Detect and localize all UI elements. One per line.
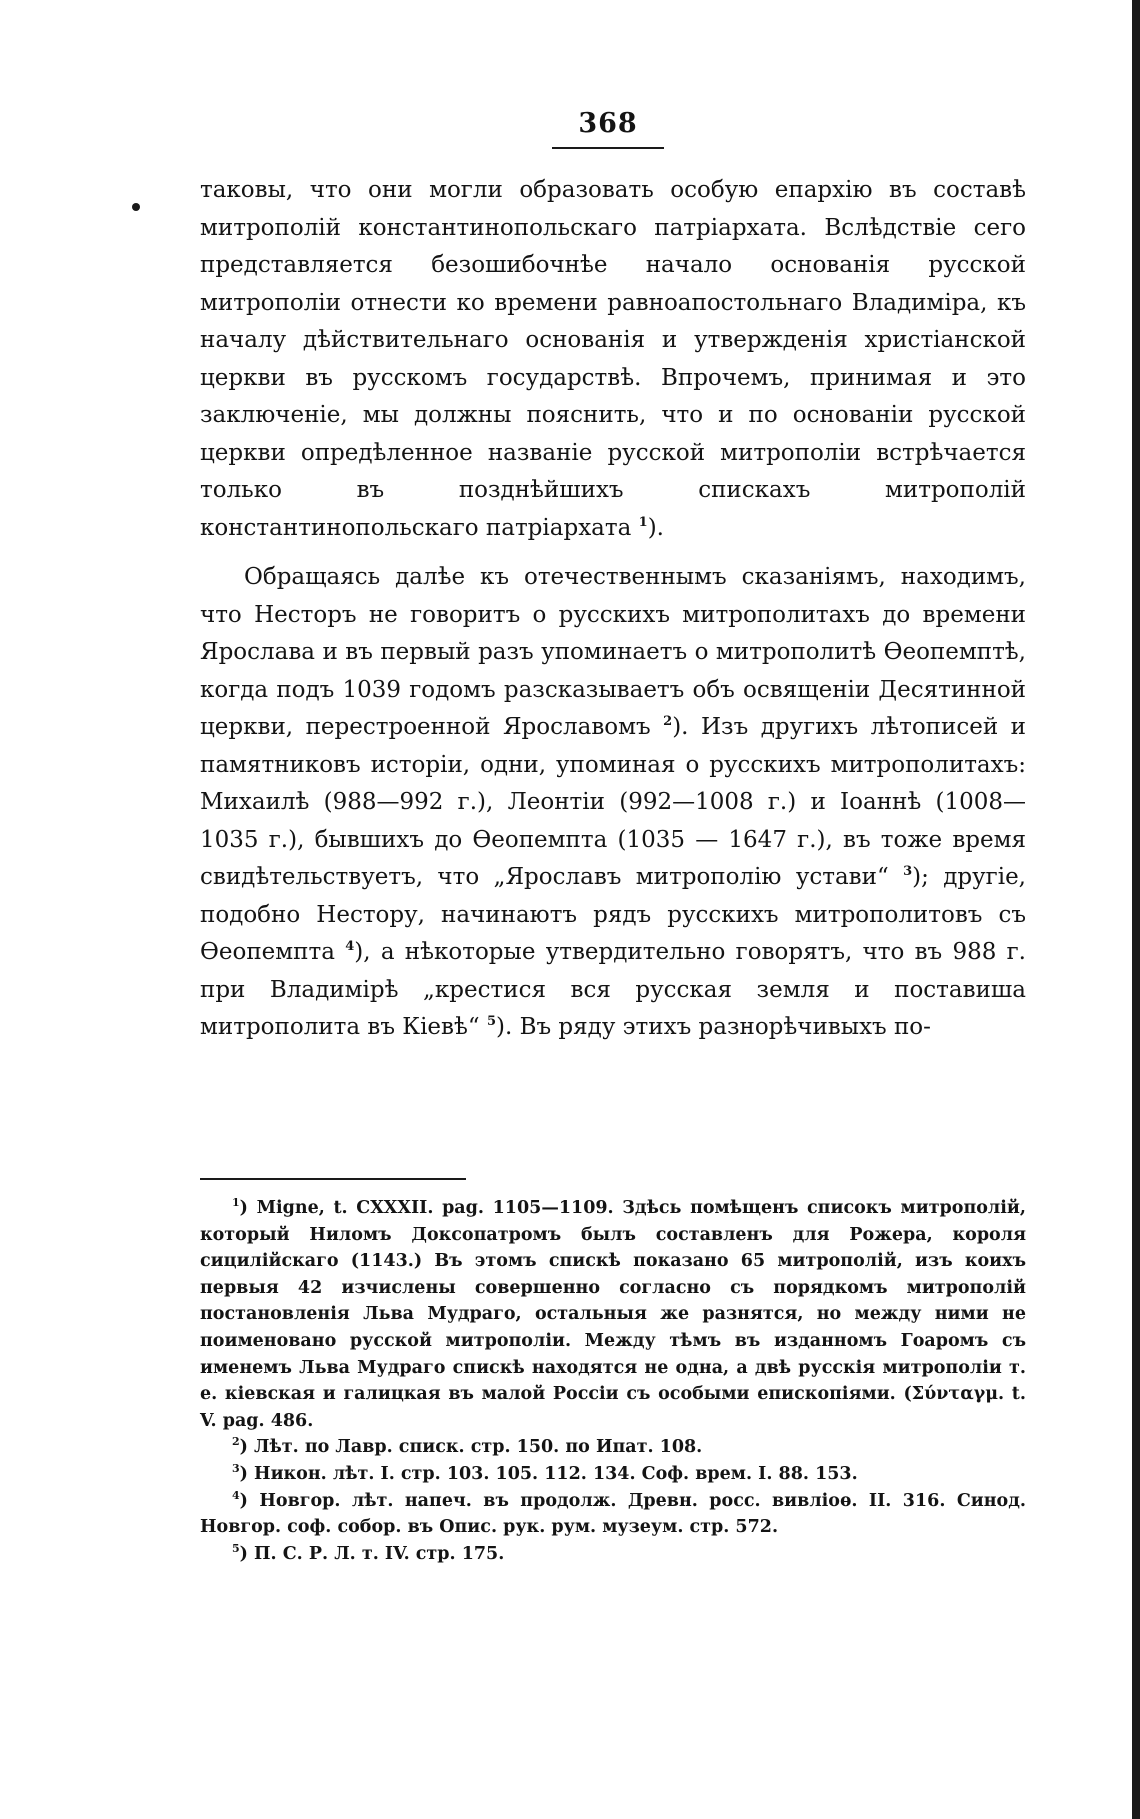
page-number-rule [552, 147, 664, 149]
scan-edge [1132, 0, 1140, 1819]
paragraph-2-part-3: ; другіе, подобно Нестору, начинаютъ рядъ русскихъ митрополитовъ съ Өеопемпта [200, 864, 1026, 965]
paragraph-2-part-2: Изъ другихъ лѣтописей и памятниковъ исторіи, одни, упоминая о русскихъ митрополитахъ: Михаилѣ (988—992 г.), Леонтіи (992—1008 г.) и Іоаннѣ (1008—1035 г.), бывшихъ до Өеопемпта (1035 — 1647 г.), въ тоже время свидѣтельствуетъ, что „Ярославъ митрополію устави“ [200, 714, 1026, 890]
paragraph-1-text: таковы, что они могли образовать особую епархію въ составѣ митрополій константинопольскаго патріархата. Вслѣдствіе сего представляется безошибочнѣе начало основанія русской митрополіи отнести ко времени равноапостольнаго Владиміра, къ началу дѣйствительнаго основанія и утвержденія христіанской церкви въ русскомъ государствѣ. Впрочемъ, принимая и это заключеніе, мы должны пояснить, что и по основаніи русской церкви опредѣленное названіе русской митрополіи встрѣчается только въ позднѣйшихъ спискахъ митрополій константинопольскаго патріархата [200, 177, 1026, 541]
footnote-2-marker: 2 [232, 1435, 240, 1449]
paragraph-1 [200, 172, 1026, 547]
footnote-5: $^5$) П. С. Р. Л. т. IV. стр. 175. [232, 1541, 505, 1564]
paragraph-1-end: ). [647, 514, 664, 541]
footnote-1: $^1$) Migne, t. CXXXII. pag. 1105—1109. Здѣсь помѣщенъ списокъ митрополій, который Ниломъ Доксопатромъ былъ составленъ для Рожера, короля сицилійскаго (1143.) Въ этомъ спискѣ показано 65 митрополій, изъ коихъ первыя 42 изчислены совершенно согласно съ порядкомъ митрополій постановленія Льва Мудраго, остальныя же разнятся, но между ними не поименовано русской митрополіи. Между тѣмъ въ изданномъ Гоаромъ съ именемъ Льва Мудраго спискѣ находятся не одна, а двѣ русскія митрополіи т. е. кіевская и галицкая въ малой Россіи съ особыми епископіями. (Σύνταγμ. t. V. pag. 486. [200, 1196, 1026, 1431]
footnote-4: $^4$) Новгор. лѣт. напеч. въ продолж. Древн. росс. вивліоѳ. II. 316. Синод. Новгор. соф. собор. въ Опис. рук. рум. музеум. стр. 572. [200, 1488, 1026, 1538]
footnote-4-marker: 4 [232, 1488, 240, 1502]
footnote-rule [200, 1178, 466, 1180]
note-ref-1: 1 [638, 514, 648, 530]
footnote-1-marker: 1 [232, 1196, 240, 1209]
footnote-1-text: Migne, t. CXXXII. pag. 1105—1109. Здѣсь помѣщенъ списокъ митрополій, который Ниломъ Доксопатромъ былъ составленъ для Рожера, короля сицилійскаго (1143.) Въ этомъ спискѣ показано 65 митрополій, изъ коихъ первыя 42 изчислены совершенно согласно съ порядкомъ митрополій постановленія Льва Мудраго, остальныя же разнятся, но между ними не поименовано русской митрополіи. Между тѣмъ въ изданномъ Гоаромъ съ именемъ Льва Мудраго спискѣ находятся не одна, а двѣ русскія митрополіи т. е. кіевская и галицкая въ малой Россіи съ особыми епископіями. (Σύνταγμ. t. V. pag. 486. [200, 1198, 1026, 1431]
footnote-2: $^2$) Лѣт. по Лавр. списк. стр. 150. по Ипат. 108. [232, 1435, 703, 1458]
footnote-3: $^3$) Никон. лѣт. I. стр. 103. 105. 112. 134. Соф. врем. I. 88. 153. [232, 1461, 858, 1484]
margin-mark [132, 203, 140, 211]
footnote-2-text: Лѣт. по Лавр. списк. стр. 150. по Ипат. 108. [254, 1437, 703, 1458]
footnote-5-marker: 5 [232, 1541, 240, 1555]
note-ref-2: 2 [663, 714, 673, 729]
page-number: 368 [578, 108, 638, 139]
footnote-3-text: Никон. лѣт. I. стр. 103. 105. 112. 134. Соф. врем. I. 88. 153. [254, 1463, 858, 1484]
paragraph-2-part-4: , а нѣкоторые утвердительно говорятъ, что въ 988 г. при Владимірѣ „крестися вся русская земля и поставиша митрополита въ Кіевѣ“ [200, 939, 1026, 1040]
paragraph-2-close-1: ). [672, 714, 689, 740]
footnote-5-text: П. С. Р. Л. т. IV. стр. 175. [254, 1543, 505, 1564]
footnote-3-marker: 3 [232, 1461, 240, 1475]
note-ref-3: 3 [903, 864, 913, 879]
footnote-4-text: Новгор. лѣт. напеч. въ продолж. Древн. росс. вивліоѳ. II. 316. Синод. Новгор. соф. собор. въ Опис. рук. рум. музеум. стр. 572. [200, 1490, 1026, 1538]
paragraph-2: Обращаясь далѣе къ отечественнымъ сказаніямъ, находимъ, что Несторъ не говоритъ о русскихъ митрополитахъ до времени Ярослава и въ первый разъ упоминаетъ о митрополитѣ Өеопемптѣ, когда подъ 1039 годомъ разсказываетъ объ освященіи Десятинной церкви, перестроенной Ярославомъ $^2$). Изъ другихъ лѣтописей и памятниковъ исторіи, одни, упоминая о русскихъ митрополитахъ: Михаилѣ (988—992 г.), Леонтіи (992—1008 г.) и Іоаннѣ (1008—1035 г.), бывшихъ до Өеопемпта (1035 — 1647 г.), въ тоже время свидѣтельствуетъ, что „Ярославъ митрополію устави“ $^3$); другіе, подобно Нестору, начинаютъ рядъ русскихъ митрополитовъ съ Өеопемпта $^4$), а нѣкоторые утвердительно говорятъ, что въ 988 г. при Владимірѣ „крестися вся русская земля и поставиша митрополита въ Кіевѣ“ $^5$). Въ ряду этихъ разнорѣчивыхъ по- [200, 564, 1026, 1040]
footnotes [200, 1195, 1026, 1567]
main-text [200, 172, 1026, 1047]
paragraph-2-part-5: . Въ ряду этихъ разнорѣчивыхъ по- [504, 1014, 931, 1040]
note-ref-5: 5 [486, 1014, 496, 1029]
note-ref-4: 4 [345, 939, 355, 954]
paragraph-2-part-1: Обращаясь далѣе къ отечественнымъ сказаніямъ, находимъ, что Несторъ не говоритъ о русскихъ митрополитахъ до времени Ярослава и въ первый разъ упоминаетъ о митрополитѣ Өеопемптѣ, когда подъ 1039 годомъ разсказываетъ объ освященіи Десятинной церкви, перестроенной Ярославомъ [200, 564, 1026, 740]
